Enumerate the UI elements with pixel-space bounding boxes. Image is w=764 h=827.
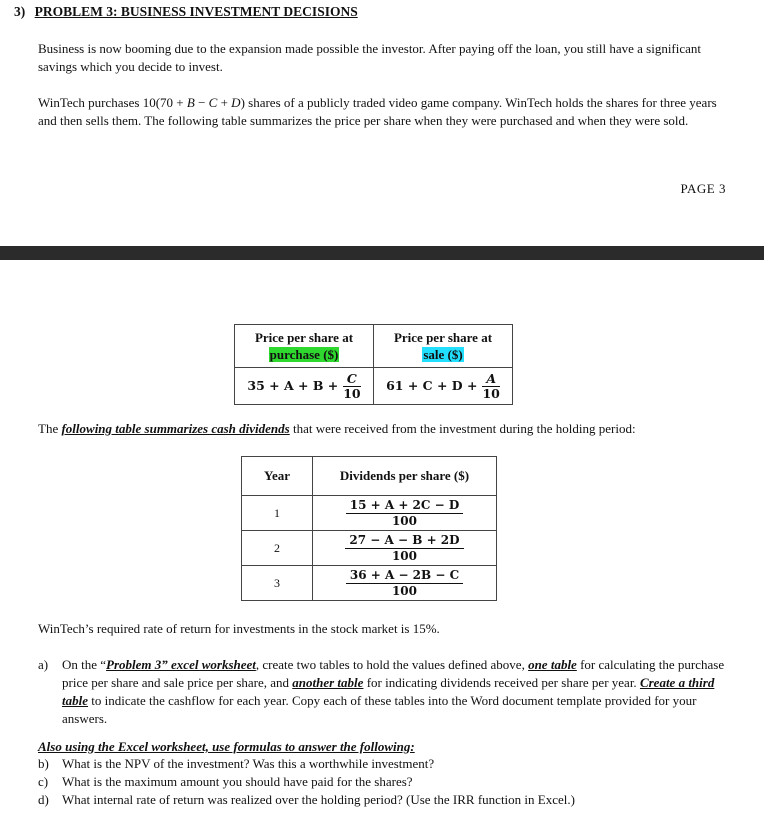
dividend-value [313,566,497,601]
also-using-heading: Also using the Excel worksheet, use formulas to answer the following: [38,739,415,754]
purchase-text-after: ) shares of a publicly traded video game company. WinTech holds the shares for three years and then sells them. The following table summarizes the price per share when they were purchased and when they were sold. [38,95,717,128]
item-d-text: What internal rate of return was realized over the holding period? (Use the IRR function in Excel.) [62,792,575,807]
price-header-purchase [235,325,374,368]
purchase-frac-den: 10 [343,385,361,401]
dividend-year: 2 [242,531,313,566]
sale-frac-num: A [486,370,497,386]
dividend-intro-emphasis: following table summarizes cash dividends [61,421,290,436]
dividend-den: 100 [391,513,418,528]
dividend-num: 27 − A − B + 2D [345,533,463,549]
intro-paragraph: Business is now booming due to the expansion made possible the investor. After paying off the loan, you still have a significant savings which you decide to invest. [38,41,702,74]
item-b-text: What is the NPV of the investment? Was this a worthwhile investment? [62,756,435,771]
table-row [242,496,497,531]
purchase-price-expr: 35 + A + B + [247,377,339,393]
dividend-den: 100 [391,583,418,598]
item-d-label: d) [38,792,49,807]
item-a-t1: On the “ [62,657,107,672]
item-c-text: What is the maximum amount you should have paid for the shares? [62,774,413,789]
sale-price-frac [482,372,499,401]
purchase-frac-num: C [346,370,357,386]
dividend-den: 100 [391,548,418,563]
var-c: C [208,95,218,110]
dividend-intro [38,420,738,438]
price-header-sale [374,325,513,368]
purchase-price-frac [343,372,360,401]
price-header-sale-line1: Price per share at [393,330,493,345]
dividend-header-year: Year [242,457,313,496]
item-b-label: b) [38,756,49,771]
var-b: B [186,95,195,110]
purchase-paragraph [38,94,738,130]
item-a-t4: for indicating dividends received per share per year. [363,675,640,690]
dividend-header-amount: Dividends per share ($) [313,457,497,496]
item-a-t5: to indicate the cashflow for each year. Copy each of these tables into the Word document template provided for your answers. [62,693,697,726]
dividend-table [241,456,497,601]
item-c-label: c) [38,774,49,789]
purchase-price-cell [235,368,374,405]
item-a-emph-worksheet: Problem 3” excel worksheet [106,657,256,672]
item-a-emph-one-table: one table [528,657,577,672]
price-table [234,324,513,405]
page-divider [0,246,764,260]
purchase-plus: + [217,95,232,110]
problem-heading [14,4,358,20]
purchase-text-before: WinTech purchases 10(70 + [38,95,187,110]
item-a-emph-third-table: Create a third table [62,675,715,708]
var-d: D [231,95,241,110]
table-row [242,566,497,601]
page-label: PAGE 3 [680,181,726,196]
item-a [38,656,738,728]
item-a-t3: for calculating the purchase price per share and sale price per share, and [62,657,725,690]
problem-title: PROBLEM 3: BUSINESS INVESTMENT DECISIONS [34,4,358,19]
item-a-label: a) [38,657,49,672]
purchase-minus: − [194,95,209,110]
price-header-sale-line2: sale ($) [423,347,463,362]
dividend-num: 15 + A + 2C − D [346,498,464,514]
item-a-emph-another-table: another table [292,675,364,690]
dividend-value [313,496,497,531]
sale-price-expr: 61 + C + D + [386,377,478,393]
sale-price-cell [374,368,513,405]
sale-frac-den: 10 [482,385,500,401]
table-row [242,531,497,566]
dividend-intro-before: The [38,421,62,436]
required-rate-text: WinTech’s required rate of return for investments in the stock market is 15%. [38,621,440,636]
item-a-text [62,656,738,728]
dividend-year: 3 [242,566,313,601]
list-item [38,791,738,809]
price-header-purchase-line2: purchase ($) [269,347,339,362]
price-header-purchase-line1: Price per share at [254,330,354,345]
dividend-year: 1 [242,496,313,531]
dividend-intro-after: that were received from the investment during the holding period: [289,421,636,436]
dividend-value [313,531,497,566]
problem-number: 3) [14,4,26,19]
item-a-t2: , create two tables to hold the values defined above, [255,657,529,672]
dividend-num: 36 + A − 2B − C [346,568,463,584]
list-item [38,755,738,773]
list-item [38,773,738,791]
